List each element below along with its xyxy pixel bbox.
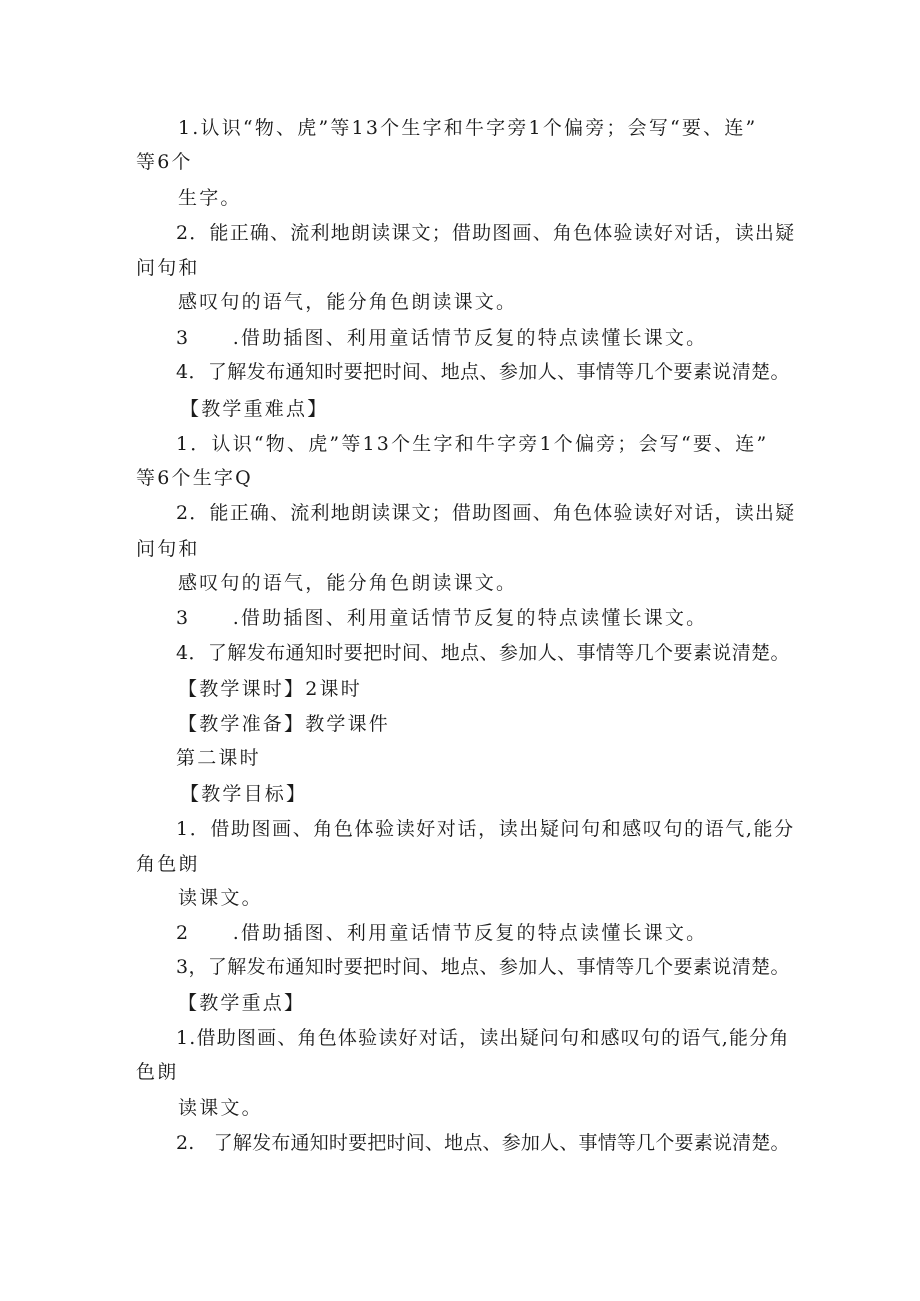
- text-line: 3，了解发布通知时要把时间、地点、参加人、事情等几个要素说清楚。: [176, 956, 790, 978]
- text-line: 1．借助图画、角色体验读好对话，读出疑问句和感叹句的语气,能分: [176, 818, 795, 840]
- text-line: 等6个: [136, 151, 193, 173]
- text-line: 2．能正确、流利地朗读课文；借助图画、角色体验读好对话，读出疑: [176, 502, 796, 524]
- text-line: 2．能正确、流利地朗读课文；借助图画、角色体验读好对话，读出疑: [176, 222, 796, 244]
- period-title: 第二课时: [176, 747, 261, 769]
- text-line: 3 .借助插图、利用童话情节反复的特点读懂长课文。: [176, 607, 708, 629]
- text-line: 等6个生字Q: [136, 467, 253, 489]
- text-line: 感叹句的语气，能分角色朗读课文。: [178, 291, 518, 313]
- section-heading: 【教学重难点】: [180, 398, 329, 420]
- text-line: 4．了解发布通知时要把时间、地点、参加人、事情等几个要素说清楚。: [176, 642, 790, 664]
- text-line: 读课文。: [178, 887, 263, 909]
- text-line: 1.认识“物、虎”等13个生字和牛字旁1个偏旁；会写“要、连”: [178, 117, 758, 139]
- text-line: 1.借助图画、角色体验读好对话，读出疑问句和感叹句的语气,能分角: [176, 1027, 790, 1049]
- text-line: 问句和: [136, 257, 200, 279]
- text-line: 读课文。: [178, 1097, 263, 1119]
- text-line: 问句和: [136, 538, 200, 560]
- lesson-preparation: 【教学准备】教学课件: [178, 713, 391, 735]
- text-line: 色朗: [136, 1061, 179, 1083]
- text-line: 2. 了解发布通知时要把时间、地点、参加人、事情等几个要素说清楚。: [176, 1132, 790, 1154]
- text-line: 生字。: [178, 187, 242, 209]
- text-line: 角色朗: [136, 853, 200, 875]
- text-line: 2 .借助插图、利用童话情节反复的特点读懂长课文。: [176, 922, 708, 944]
- section-heading: 【教学目标】: [180, 783, 308, 805]
- text-line: 4．了解发布通知时要把时间、地点、参加人、事情等几个要素说清楚。: [176, 361, 790, 383]
- text-line: 感叹句的语气，能分角色朗读课文。: [178, 572, 518, 594]
- text-line: 3 .借助插图、利用童话情节反复的特点读懂长课文。: [176, 327, 708, 349]
- lesson-hours: 【教学课时】2课时: [178, 678, 362, 700]
- section-heading: 【教学重点】: [178, 992, 306, 1014]
- text-line: 1．认识“物、虎”等13个生字和牛字旁1个偏旁；会写“要、连”: [176, 433, 769, 455]
